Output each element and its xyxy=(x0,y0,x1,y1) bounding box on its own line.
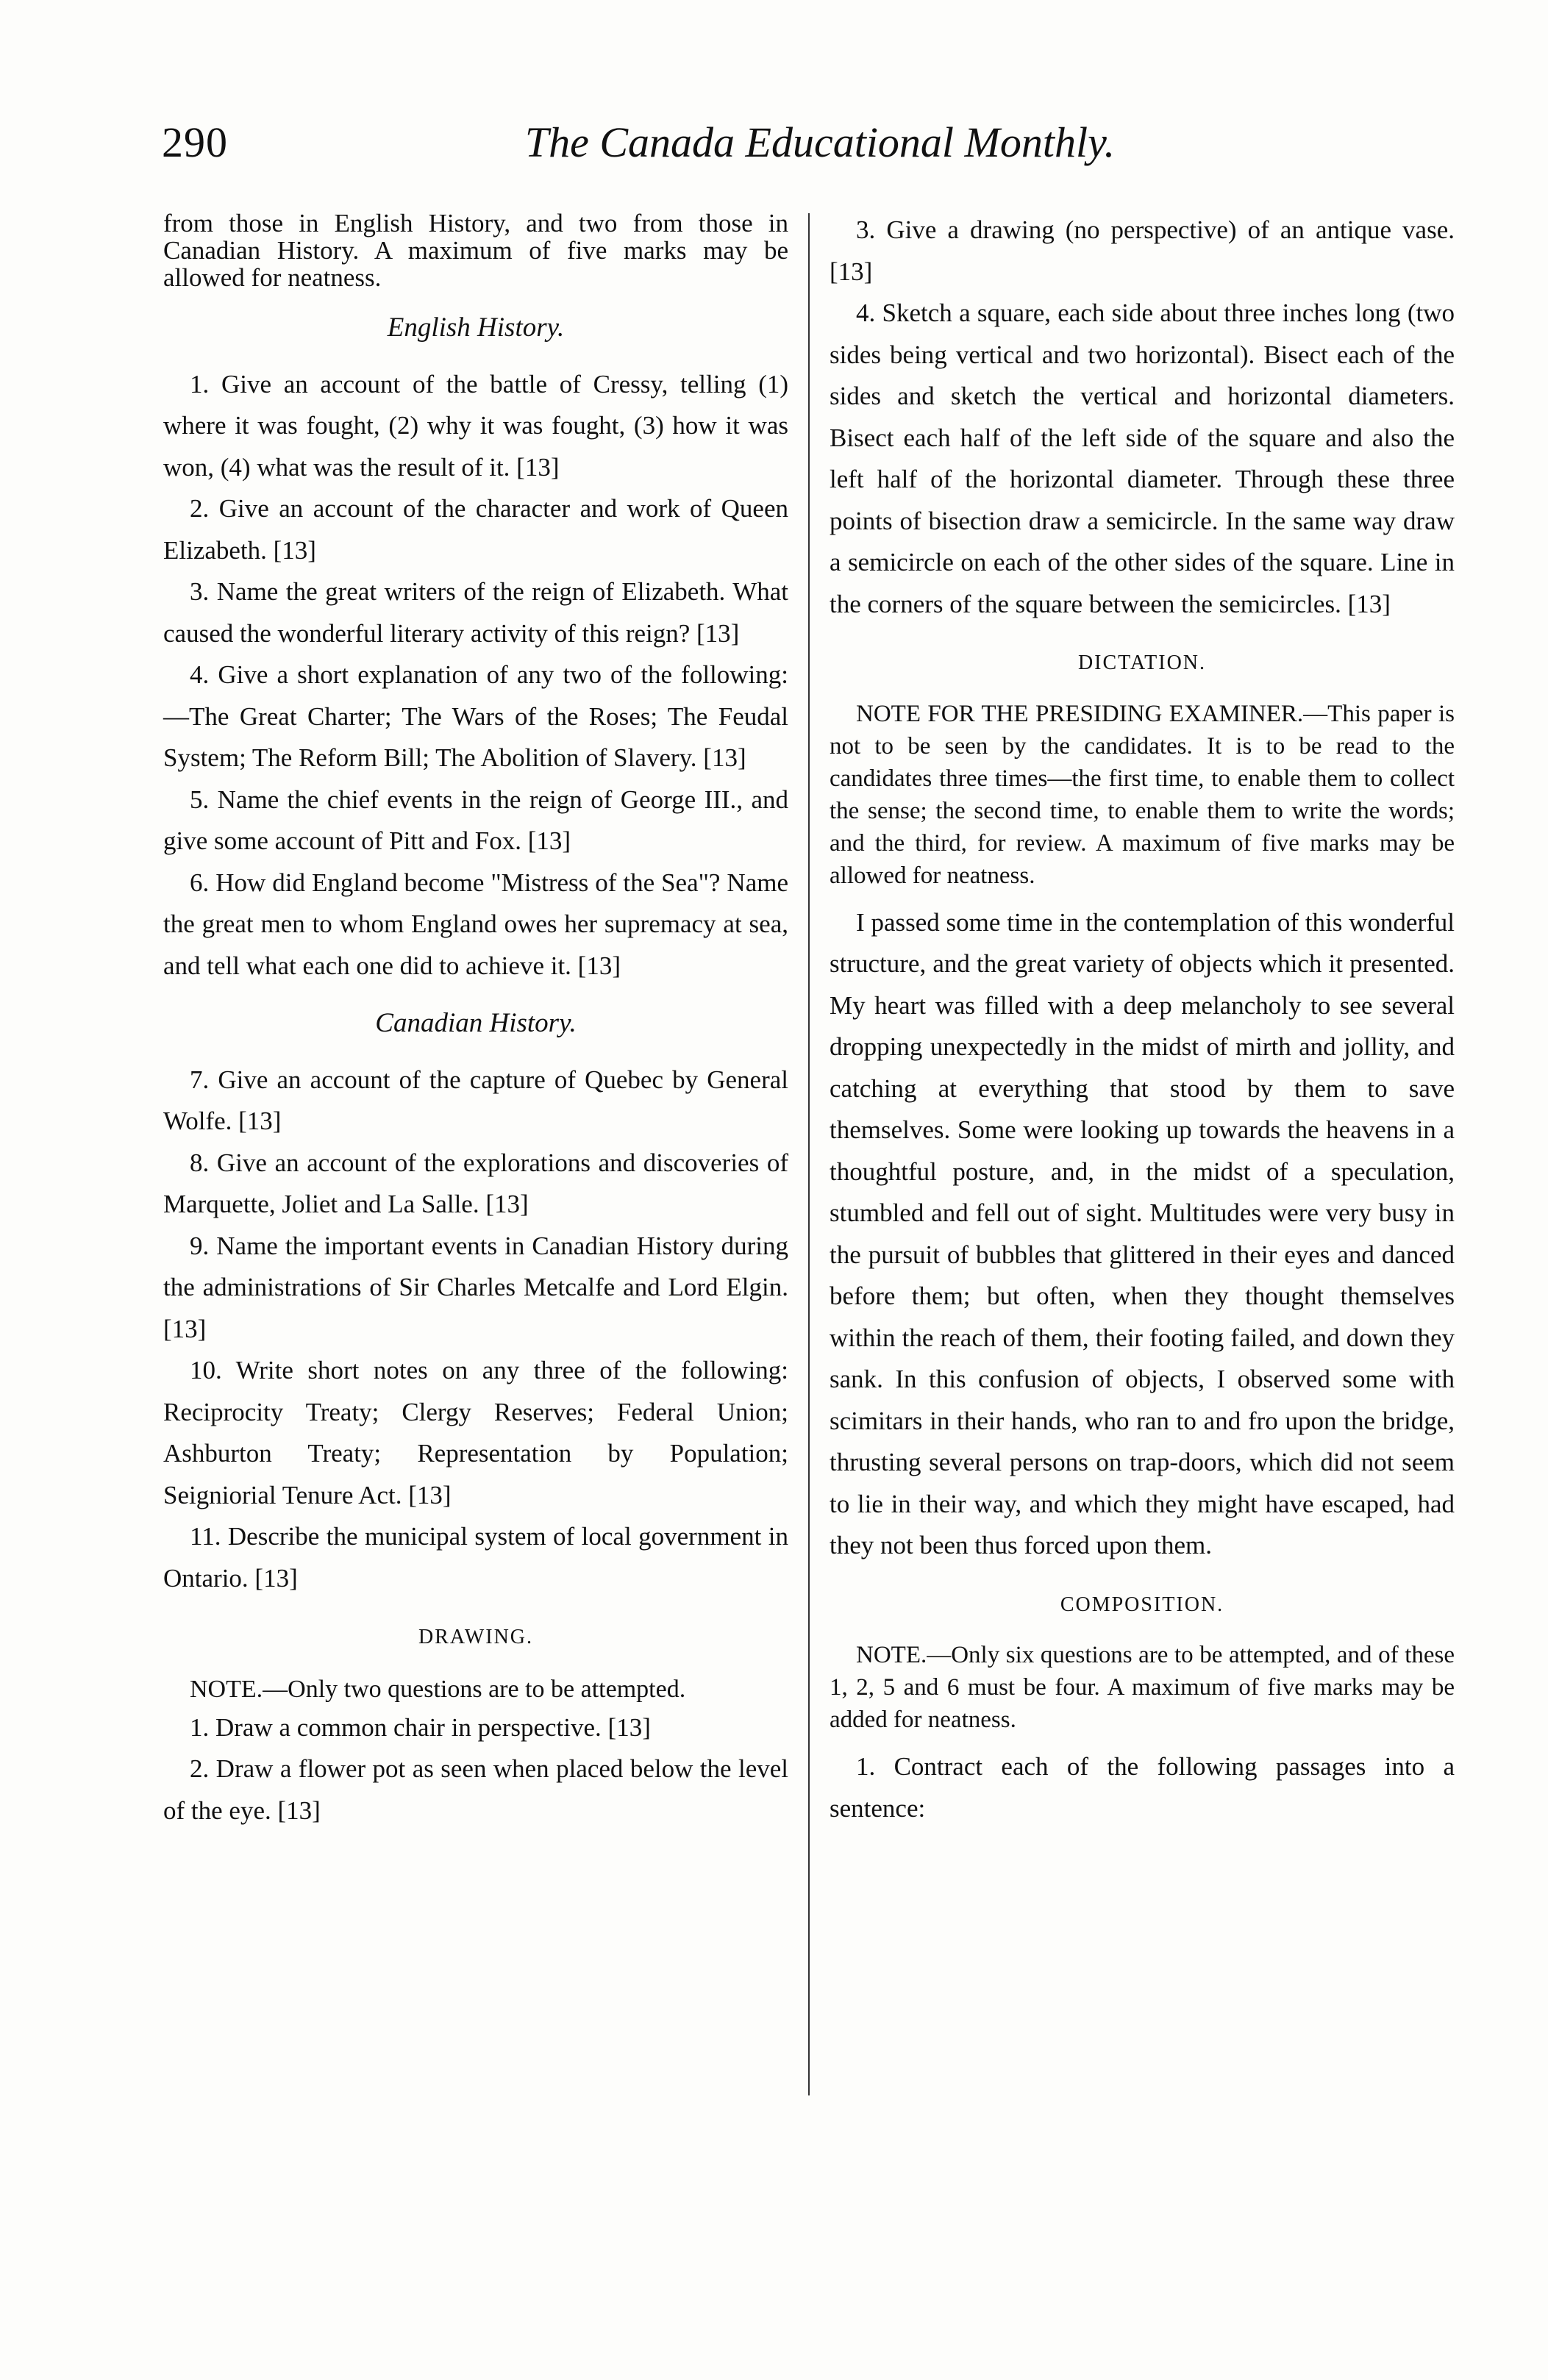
dictation-note: NOTE FOR THE PRESIDING EXAMINER.—This paper is not to be seen by the candidates. It is to be read to the candidates three times—the first time, to enable them to collect the sense; the second time, to enable them to write the words; and the third, for review. A maximum of five marks may be allowed for neatness. xyxy=(830,700,1455,889)
history-intro: from those in English History, and two from those in Canadian History. A maximum of five marks may be allowed for neatness. xyxy=(163,209,788,292)
dictation-heading: DICTATION. xyxy=(1077,651,1207,674)
running-title: The Canada Educational Monthly. xyxy=(524,118,1116,166)
left-column xyxy=(163,210,788,1832)
question-item: 1. Draw a common chair in perspective. [13] xyxy=(190,1712,651,1742)
composition-note: NOTE.—Only six questions are to be attempted, and of these 1, 2, 5 and 6 must be four. A maximum of five marks may be added for neatness. xyxy=(830,1642,1455,1733)
question-item: 8. Give an account of the explorations and discoveries of Marquette, Joliet and La Salle. [13] xyxy=(163,1148,788,1218)
question-item: 5. Name the chief events in the reign of George III., and give some account of Pitt and Fox. [13] xyxy=(163,785,788,855)
question-item: 4. Sketch a square, each side about three inches long (two sides being vertical and two horizontal). Bisect each of the sides and sketch the vertical and horizontal diameters. Bisect each half of the left side of the square and also the left half of the horizontal diameter. Through these three points of bisection draw a semicircle. In the same way draw a semicircle on each of the other sides of the square. Line in the corners of the square between the semicircles. [13] xyxy=(830,299,1455,618)
question-item: 4. Give a short explanation of any two of the following:—The Great Charter; The Wars of the Roses; The Feudal System; The Reform Bill; The Abolition of Slavery. [13] xyxy=(163,660,788,772)
question-item: 2. Draw a flower pot as seen when placed below the level of the eye. [13] xyxy=(163,1754,788,1825)
drawing-note: NOTE.—Only two questions are to be attempted. xyxy=(190,1675,686,1703)
question-item: 7. Give an account of the capture of Quebec by General Wolfe. [13] xyxy=(163,1065,788,1135)
drawing-heading: DRAWING. xyxy=(418,1626,534,1648)
question-item: 6. How did England become "Mistress of the Sea"? Name the great men to whom England owes her supremacy at sea, and tell what each one did to achieve it. [13] xyxy=(163,868,788,980)
question-item: 3. Give a drawing (no perspective) of an antique vase. [13] xyxy=(830,215,1455,286)
composition-heading: COMPOSITION. xyxy=(1060,1593,1224,1616)
question-item: 2. Give an account of the character and work of Queen Elizabeth. [13] xyxy=(163,494,788,565)
column-divider xyxy=(808,213,810,2095)
english-history-heading: English History. xyxy=(387,312,565,343)
page-number: 290 xyxy=(162,118,228,166)
dictation-passage: I passed some time in the contemplation of this wonderful structure, and the great variety of objects which it presented. My heart was filled with a deep melancholy to see several dropping unexpectedly in the midst of mirth and jollity, and catching at everything that stood by them to save themselves. Some were looking up towards the heavens in a thoughtful posture, and, in the midst of a speculation, stumbled and fell out of sight. Multitudes were very busy in the pursuit of bubbles that glittered in their eyes and danced before them; but often, when they thought themselves within the reach of them, their footing failed, and down they sank. In this confusion of objects, I observed some with scimitars in their hands, who ran to and fro upon the bridge, thrusting several persons on trap-doors, which did not seem to lie in their way, and which they might have escaped, had they not been thus forced upon them. xyxy=(830,907,1455,1559)
question-item: 10. Write short notes on any three of the following: Reciprocity Treaty; Clergy Reserves; Federal Union; Ashburton Treaty; Representation by Population; Seigniorial Tenure Act. [13] xyxy=(163,1356,788,1509)
question-item: 1. Contract each of the following passages into a sentence: xyxy=(830,1752,1455,1823)
right-column xyxy=(830,210,1455,1829)
question-item: 1. Give an account of the battle of Cressy, telling (1) where it was fought, (2) why it was fought, (3) how it was won, (4) what was the result of it. [13] xyxy=(163,369,788,482)
spacer xyxy=(830,1736,1455,1746)
question-item: 3. Name the great writers of the reign of Elizabeth. What caused the wonderful literary activity of this reign? [13] xyxy=(163,577,788,648)
question-item: 11. Describe the municipal system of local government in Ontario. [13] xyxy=(163,1522,788,1593)
page-header xyxy=(162,118,1478,176)
question-item: 9. Name the important events in Canadian History during the administrations of Sir Charles Metcalfe and Lord Elgin. [13] xyxy=(163,1231,788,1343)
canadian-history-heading: Canadian History. xyxy=(375,1008,577,1038)
spacer xyxy=(830,892,1455,902)
